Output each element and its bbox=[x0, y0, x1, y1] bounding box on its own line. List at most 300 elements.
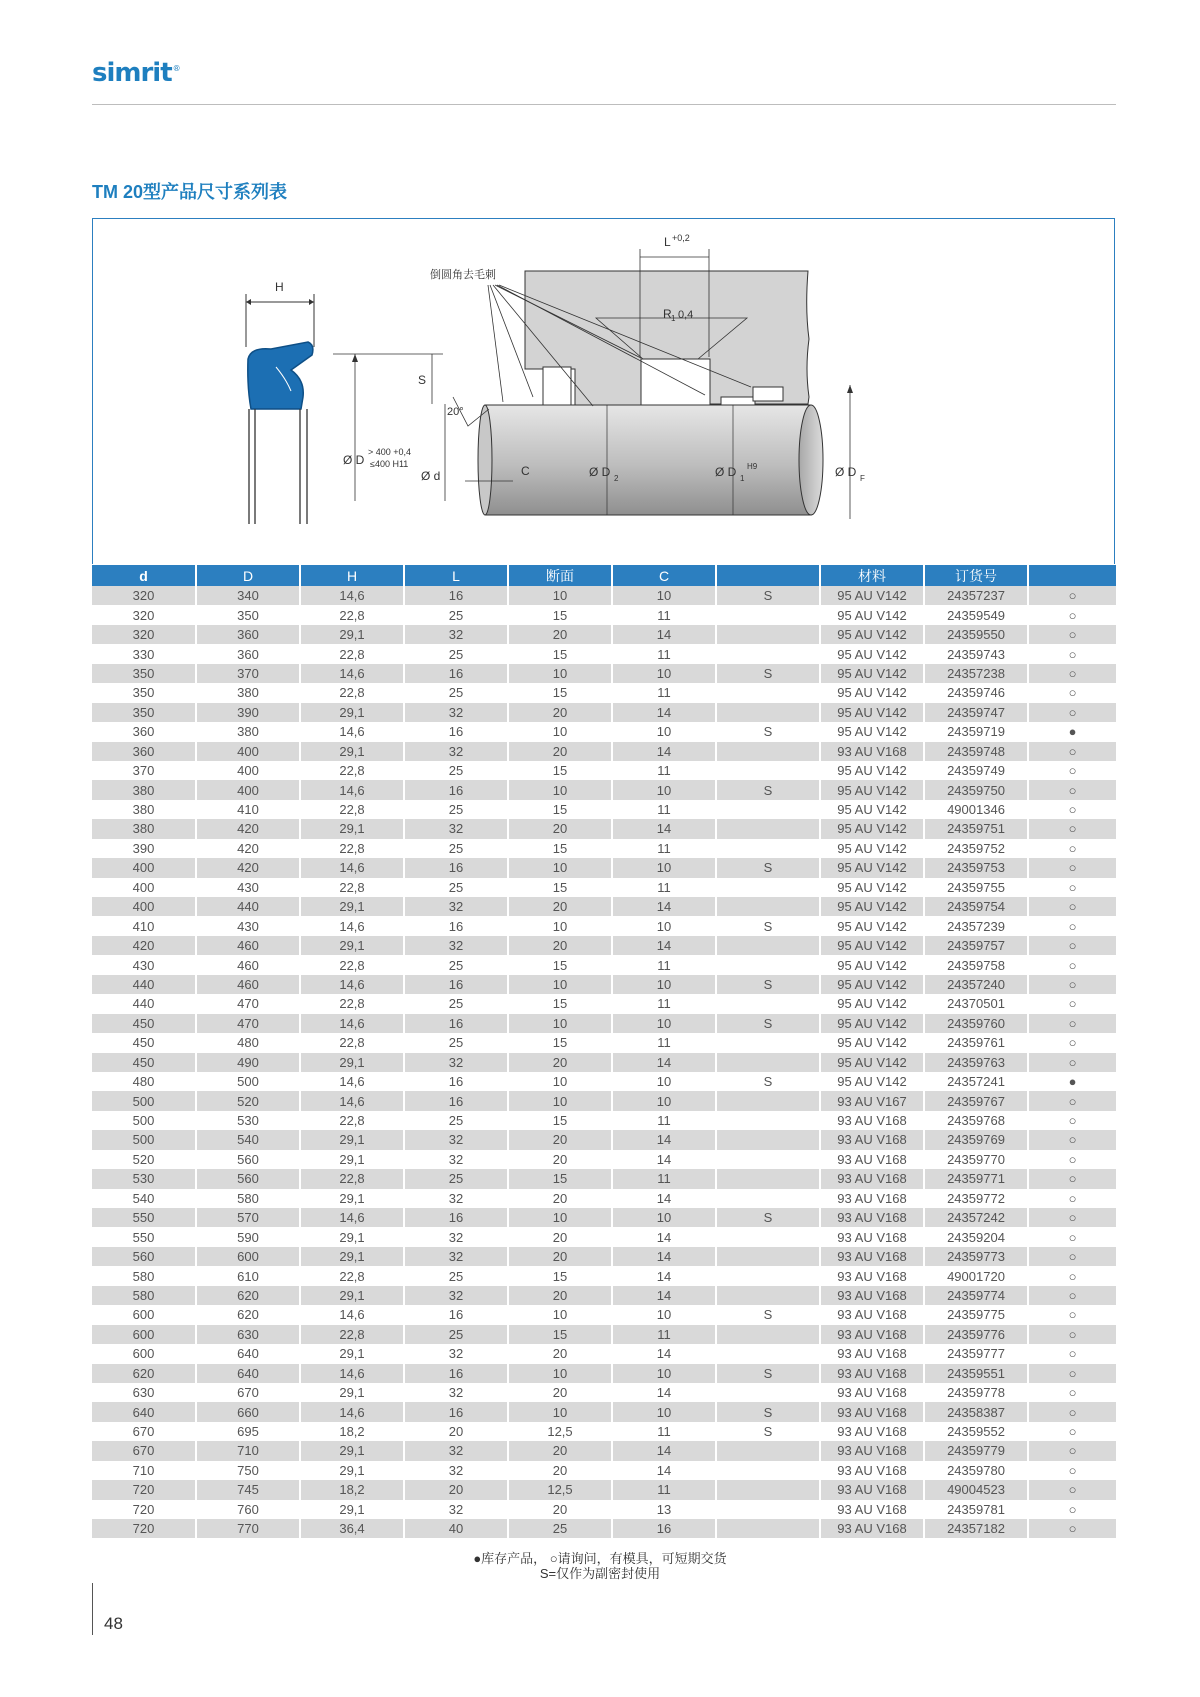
table-cell: 93 AU V168 bbox=[820, 1441, 924, 1460]
stock-status-mark: ○ bbox=[1028, 1500, 1116, 1519]
table-cell: 14 bbox=[612, 1441, 716, 1460]
table-cell: 24359204 bbox=[924, 1227, 1028, 1246]
table-row bbox=[92, 1053, 1116, 1072]
table-cell: 25 bbox=[404, 1111, 508, 1130]
table-cell: 11 bbox=[612, 1325, 716, 1344]
table-cell: 460 bbox=[196, 936, 300, 955]
table-cell: 630 bbox=[196, 1325, 300, 1344]
table-cell: 14,6 bbox=[300, 975, 404, 994]
table-cell: 24359746 bbox=[924, 683, 1028, 702]
table-row bbox=[92, 1461, 1116, 1480]
table-cell: 24359743 bbox=[924, 644, 1028, 663]
table-cell: 600 bbox=[92, 1325, 196, 1344]
table-cell: 400 bbox=[92, 878, 196, 897]
table-cell: 14 bbox=[612, 1247, 716, 1266]
table-cell: 460 bbox=[196, 955, 300, 974]
table-cell: 95 AU V142 bbox=[820, 975, 924, 994]
table-cell: 620 bbox=[196, 1286, 300, 1305]
label-d1-sub: 1 bbox=[740, 474, 745, 483]
table-cell: 24359754 bbox=[924, 897, 1028, 916]
table-cell: 24359748 bbox=[924, 742, 1028, 761]
table-cell bbox=[716, 1286, 820, 1305]
table-cell: 24359755 bbox=[924, 878, 1028, 897]
table-cell bbox=[716, 1247, 820, 1266]
table-cell: 22,8 bbox=[300, 605, 404, 624]
stock-status-mark: ○ bbox=[1028, 1402, 1116, 1421]
table-cell: 20 bbox=[508, 819, 612, 838]
table-cell: 22,8 bbox=[300, 1111, 404, 1130]
table-row bbox=[92, 625, 1116, 644]
table-cell: S bbox=[716, 1422, 820, 1441]
table-cell: 10 bbox=[612, 586, 716, 605]
table-cell bbox=[716, 761, 820, 780]
table-cell: 93 AU V168 bbox=[820, 1227, 924, 1246]
table-cell: 14,6 bbox=[300, 780, 404, 799]
brand-registered-mark: ® bbox=[172, 64, 180, 74]
table-cell: 610 bbox=[196, 1266, 300, 1285]
table-cell: 32 bbox=[404, 742, 508, 761]
table-cell: 15 bbox=[508, 1111, 612, 1130]
table-cell: 500 bbox=[92, 1111, 196, 1130]
table-cell: 24359776 bbox=[924, 1325, 1028, 1344]
table-cell: 10 bbox=[508, 1402, 612, 1421]
table-cell: 540 bbox=[196, 1130, 300, 1149]
table-cell: 93 AU V168 bbox=[820, 1169, 924, 1188]
table-cell: 720 bbox=[92, 1480, 196, 1499]
stock-status-mark: ○ bbox=[1028, 1053, 1116, 1072]
table-cell: 29,1 bbox=[300, 897, 404, 916]
label-deburr: 倒圆角去毛刺 bbox=[430, 269, 496, 281]
table-cell: 10 bbox=[612, 780, 716, 799]
table-cell: 93 AU V168 bbox=[820, 1208, 924, 1227]
table-cell: 14 bbox=[612, 1286, 716, 1305]
table-cell: 24359768 bbox=[924, 1111, 1028, 1130]
stock-status-mark: ○ bbox=[1028, 1150, 1116, 1169]
stock-status-mark: ○ bbox=[1028, 1364, 1116, 1383]
table-cell: S bbox=[716, 858, 820, 877]
table-row bbox=[92, 1344, 1116, 1363]
table-cell: 24359774 bbox=[924, 1286, 1028, 1305]
table-cell: 450 bbox=[92, 1033, 196, 1052]
table-cell: 29,1 bbox=[300, 1130, 404, 1149]
table-cell: 390 bbox=[92, 839, 196, 858]
stock-status-mark: ○ bbox=[1028, 742, 1116, 761]
table-cell: 530 bbox=[196, 1111, 300, 1130]
table-cell: 14 bbox=[612, 819, 716, 838]
label-l: L bbox=[664, 235, 671, 249]
stock-status-mark: ○ bbox=[1028, 586, 1116, 605]
table-cell: 93 AU V168 bbox=[820, 1130, 924, 1149]
table-cell: 380 bbox=[196, 722, 300, 741]
table-cell: 11 bbox=[612, 994, 716, 1013]
table-cell: 640 bbox=[196, 1344, 300, 1363]
table-row bbox=[92, 644, 1116, 663]
table-cell: 24359770 bbox=[924, 1150, 1028, 1169]
table-cell: 95 AU V142 bbox=[820, 761, 924, 780]
table-cell bbox=[716, 1519, 820, 1538]
table-cell: 24359781 bbox=[924, 1500, 1028, 1519]
stock-status-mark: ○ bbox=[1028, 858, 1116, 877]
table-cell: 600 bbox=[196, 1247, 300, 1266]
table-cell: 11 bbox=[612, 1169, 716, 1188]
table-cell: 93 AU V168 bbox=[820, 1111, 924, 1130]
stock-status-mark: ○ bbox=[1028, 975, 1116, 994]
table-cell: 24359772 bbox=[924, 1189, 1028, 1208]
table-row bbox=[92, 703, 1116, 722]
label-h: H bbox=[275, 280, 284, 294]
table-cell: 400 bbox=[196, 780, 300, 799]
table-cell: 420 bbox=[196, 858, 300, 877]
table-cell: 14 bbox=[612, 897, 716, 916]
table-cell: 16 bbox=[404, 1091, 508, 1110]
table-cell: 95 AU V142 bbox=[820, 644, 924, 663]
table-cell: 22,8 bbox=[300, 800, 404, 819]
table-cell: 500 bbox=[196, 1072, 300, 1091]
table-cell: 12,5 bbox=[508, 1480, 612, 1499]
stock-status-mark: ○ bbox=[1028, 605, 1116, 624]
col-header-material: 材料 bbox=[820, 565, 924, 586]
table-cell bbox=[716, 1033, 820, 1052]
table-cell: 480 bbox=[92, 1072, 196, 1091]
stock-status-mark: ● bbox=[1028, 1072, 1116, 1091]
table-cell: 370 bbox=[196, 664, 300, 683]
dimension-table bbox=[92, 565, 1116, 1538]
table-cell: 18,2 bbox=[300, 1422, 404, 1441]
table-cell bbox=[716, 936, 820, 955]
table-row bbox=[92, 1014, 1116, 1033]
table-cell: 500 bbox=[92, 1130, 196, 1149]
table-cell: 29,1 bbox=[300, 819, 404, 838]
table-cell: 32 bbox=[404, 1053, 508, 1072]
table-cell: 470 bbox=[196, 994, 300, 1013]
table-cell: 25 bbox=[404, 644, 508, 663]
table-cell: 620 bbox=[92, 1364, 196, 1383]
table-cell: 10 bbox=[612, 1091, 716, 1110]
table-cell: 20 bbox=[508, 1247, 612, 1266]
table-cell: 29,1 bbox=[300, 1286, 404, 1305]
table-cell: 14,6 bbox=[300, 1402, 404, 1421]
table-cell: 29,1 bbox=[300, 1053, 404, 1072]
stock-status-mark: ○ bbox=[1028, 1130, 1116, 1149]
stock-status-mark: ○ bbox=[1028, 1325, 1116, 1344]
table-cell: 95 AU V142 bbox=[820, 625, 924, 644]
table-cell: 15 bbox=[508, 800, 612, 819]
table-cell: 20 bbox=[508, 703, 612, 722]
col-header-order-no: 订货号 bbox=[924, 565, 1028, 586]
table-cell: 25 bbox=[404, 955, 508, 974]
table-cell: 430 bbox=[92, 955, 196, 974]
table-cell: 14 bbox=[612, 1150, 716, 1169]
table-cell: 20 bbox=[508, 1227, 612, 1246]
table-cell: 32 bbox=[404, 1383, 508, 1402]
table-cell: 14,6 bbox=[300, 722, 404, 741]
table-cell: 400 bbox=[92, 897, 196, 916]
table-cell: 710 bbox=[196, 1441, 300, 1460]
label-d-tol-1: > 400 +0,4 bbox=[368, 447, 412, 457]
table-cell: 24359719 bbox=[924, 722, 1028, 741]
table-cell: 430 bbox=[196, 878, 300, 897]
table-row bbox=[92, 916, 1116, 935]
col-header-h: H bbox=[300, 565, 404, 586]
table-cell: 32 bbox=[404, 1286, 508, 1305]
table-cell: 93 AU V168 bbox=[820, 1383, 924, 1402]
table-row bbox=[92, 1227, 1116, 1246]
table-cell: 32 bbox=[404, 897, 508, 916]
table-cell: 460 bbox=[196, 975, 300, 994]
stock-status-mark: ○ bbox=[1028, 1422, 1116, 1441]
table-cell: 93 AU V168 bbox=[820, 1286, 924, 1305]
table-cell: 480 bbox=[196, 1033, 300, 1052]
table-row bbox=[92, 1111, 1116, 1130]
stock-status-mark: ○ bbox=[1028, 1441, 1116, 1460]
label-d-tol-2: ≤400 H11 bbox=[370, 459, 409, 469]
table-cell: 380 bbox=[92, 819, 196, 838]
table-cell: 14 bbox=[612, 1383, 716, 1402]
label-d2-sub: 2 bbox=[614, 474, 619, 483]
table-cell: 24370501 bbox=[924, 994, 1028, 1013]
table-cell: 25 bbox=[404, 994, 508, 1013]
table-row bbox=[92, 761, 1116, 780]
table-row bbox=[92, 1519, 1116, 1538]
table-cell: 360 bbox=[196, 644, 300, 663]
table-cell: 420 bbox=[92, 936, 196, 955]
table-cell: 14,6 bbox=[300, 858, 404, 877]
table-cell bbox=[716, 742, 820, 761]
table-cell: 720 bbox=[92, 1519, 196, 1538]
table-row bbox=[92, 897, 1116, 916]
table-cell: 24359778 bbox=[924, 1383, 1028, 1402]
table-cell: S bbox=[716, 1364, 820, 1383]
table-cell: 22,8 bbox=[300, 994, 404, 1013]
table-cell: 20 bbox=[508, 742, 612, 761]
table-cell: 540 bbox=[92, 1189, 196, 1208]
table-cell: 24359771 bbox=[924, 1169, 1028, 1188]
table-cell: 11 bbox=[612, 1480, 716, 1499]
table-cell: 10 bbox=[508, 916, 612, 935]
stock-status-mark: ○ bbox=[1028, 1091, 1116, 1110]
table-cell: 15 bbox=[508, 839, 612, 858]
col-header-stock bbox=[1028, 565, 1116, 586]
table-cell: 15 bbox=[508, 761, 612, 780]
table-cell: 24357239 bbox=[924, 916, 1028, 935]
table-cell: 10 bbox=[508, 1072, 612, 1091]
table-cell bbox=[716, 605, 820, 624]
table-cell: 20 bbox=[404, 1422, 508, 1441]
table-cell: 11 bbox=[612, 1111, 716, 1130]
table-cell: 10 bbox=[612, 1364, 716, 1383]
table-cell: 760 bbox=[196, 1500, 300, 1519]
table-cell: 11 bbox=[612, 839, 716, 858]
table-row bbox=[92, 878, 1116, 897]
table-cell: 440 bbox=[92, 975, 196, 994]
table-cell: 11 bbox=[612, 761, 716, 780]
table-cell: 93 AU V168 bbox=[820, 1422, 924, 1441]
table-cell: S bbox=[716, 1208, 820, 1227]
table-cell: 600 bbox=[92, 1305, 196, 1324]
table-cell: 95 AU V142 bbox=[820, 605, 924, 624]
stock-status-mark: ○ bbox=[1028, 644, 1116, 663]
table-cell: 550 bbox=[92, 1208, 196, 1227]
table-cell: 93 AU V168 bbox=[820, 1364, 924, 1383]
table-cell: 24357182 bbox=[924, 1519, 1028, 1538]
table-cell: 32 bbox=[404, 1189, 508, 1208]
table-cell: 320 bbox=[92, 625, 196, 644]
label-d1: Ø D bbox=[715, 465, 737, 479]
table-cell: 430 bbox=[196, 916, 300, 935]
table-cell: 24359777 bbox=[924, 1344, 1028, 1363]
table-row bbox=[92, 1500, 1116, 1519]
stock-status-mark: ○ bbox=[1028, 936, 1116, 955]
table-cell: 24359750 bbox=[924, 780, 1028, 799]
table-cell: 16 bbox=[404, 1364, 508, 1383]
table-cell bbox=[716, 1325, 820, 1344]
table-cell: 22,8 bbox=[300, 761, 404, 780]
table-cell: 29,1 bbox=[300, 1227, 404, 1246]
table-cell: 93 AU V168 bbox=[820, 1189, 924, 1208]
table-cell bbox=[716, 644, 820, 663]
table-cell: 24359749 bbox=[924, 761, 1028, 780]
table-cell bbox=[716, 1461, 820, 1480]
legend-stock: ●库存产品， ○请询问，有模具，可短期交货 bbox=[473, 1551, 727, 1566]
table-cell: 12,5 bbox=[508, 1422, 612, 1441]
stock-status-mark: ○ bbox=[1028, 1169, 1116, 1188]
table-cell: 14,6 bbox=[300, 1091, 404, 1110]
table-cell: 16 bbox=[404, 1014, 508, 1033]
table-row bbox=[92, 955, 1116, 974]
stock-status-mark: ○ bbox=[1028, 1247, 1116, 1266]
table-cell: 29,1 bbox=[300, 1441, 404, 1460]
table-cell: 10 bbox=[612, 975, 716, 994]
table-cell: 580 bbox=[92, 1266, 196, 1285]
table-cell: 95 AU V142 bbox=[820, 858, 924, 877]
table-cell: 25 bbox=[404, 1325, 508, 1344]
table-row bbox=[92, 975, 1116, 994]
table-cell: 570 bbox=[196, 1208, 300, 1227]
header-divider bbox=[92, 104, 1116, 105]
table-cell: 25 bbox=[404, 761, 508, 780]
table-cell bbox=[716, 625, 820, 644]
table-cell: 95 AU V142 bbox=[820, 1072, 924, 1091]
table-cell: 20 bbox=[508, 1500, 612, 1519]
table-cell: 420 bbox=[196, 819, 300, 838]
table-cell: 350 bbox=[92, 683, 196, 702]
stock-status-mark: ○ bbox=[1028, 1286, 1116, 1305]
table-cell: 32 bbox=[404, 1247, 508, 1266]
table-cell: 10 bbox=[508, 1305, 612, 1324]
table-row bbox=[92, 664, 1116, 683]
table-cell: 95 AU V142 bbox=[820, 878, 924, 897]
table-cell: 400 bbox=[196, 742, 300, 761]
table-cell: 24359773 bbox=[924, 1247, 1028, 1266]
stock-status-mark: ○ bbox=[1028, 664, 1116, 683]
table-cell: 20 bbox=[508, 1461, 612, 1480]
table-cell: 580 bbox=[92, 1286, 196, 1305]
table-cell: S bbox=[716, 916, 820, 935]
table-cell bbox=[716, 819, 820, 838]
table-cell: 29,1 bbox=[300, 1247, 404, 1266]
table-row bbox=[92, 800, 1116, 819]
table-cell: 24359769 bbox=[924, 1130, 1028, 1149]
label-df-sub: F bbox=[860, 474, 865, 483]
table-cell: 20 bbox=[404, 1480, 508, 1499]
table-cell: 340 bbox=[196, 586, 300, 605]
table-cell bbox=[716, 1441, 820, 1460]
col-header-section: 断面 bbox=[508, 565, 612, 586]
table-cell: 24359747 bbox=[924, 703, 1028, 722]
table-cell: 22,8 bbox=[300, 683, 404, 702]
table-cell: 450 bbox=[92, 1053, 196, 1072]
table-cell: 24359775 bbox=[924, 1305, 1028, 1324]
table-cell: 660 bbox=[196, 1402, 300, 1421]
table-cell: 29,1 bbox=[300, 1500, 404, 1519]
table-cell: 22,8 bbox=[300, 1033, 404, 1052]
table-cell: 11 bbox=[612, 878, 716, 897]
table-cell: 93 AU V168 bbox=[820, 1480, 924, 1499]
table-cell: 95 AU V142 bbox=[820, 839, 924, 858]
table-cell: 670 bbox=[196, 1383, 300, 1402]
stock-status-mark: ○ bbox=[1028, 1344, 1116, 1363]
table-cell: 490 bbox=[196, 1053, 300, 1072]
table-cell: 95 AU V142 bbox=[820, 722, 924, 741]
table-cell: 10 bbox=[612, 722, 716, 741]
col-header-l: L bbox=[404, 565, 508, 586]
table-cell: 550 bbox=[92, 1227, 196, 1246]
table-cell: 330 bbox=[92, 644, 196, 663]
table-cell: 29,1 bbox=[300, 742, 404, 761]
table-cell: S bbox=[716, 1402, 820, 1421]
table-cell: 20 bbox=[508, 1344, 612, 1363]
table-cell: 11 bbox=[612, 683, 716, 702]
table-cell: 320 bbox=[92, 586, 196, 605]
table-cell: 25 bbox=[404, 683, 508, 702]
table-cell: 360 bbox=[196, 625, 300, 644]
table-cell bbox=[716, 683, 820, 702]
table-cell: 93 AU V168 bbox=[820, 1247, 924, 1266]
table-cell: 410 bbox=[92, 916, 196, 935]
table-cell: 710 bbox=[92, 1461, 196, 1480]
legend-secondary-seal: S=仅作为副密封使用 bbox=[539, 1566, 661, 1581]
table-cell: 15 bbox=[508, 1325, 612, 1344]
table-cell: 11 bbox=[612, 955, 716, 974]
table-cell: 14,6 bbox=[300, 1014, 404, 1033]
table-cell: 640 bbox=[196, 1364, 300, 1383]
label-d-inner: Ø d bbox=[421, 469, 441, 483]
table-cell: 14,6 bbox=[300, 1208, 404, 1227]
table-cell: 10 bbox=[508, 664, 612, 683]
seal-profile-small bbox=[246, 280, 314, 524]
stock-status-mark: ○ bbox=[1028, 1519, 1116, 1538]
table-cell: 670 bbox=[92, 1422, 196, 1441]
table-cell: 20 bbox=[508, 1150, 612, 1169]
table-cell: 14,6 bbox=[300, 664, 404, 683]
table-row bbox=[92, 1441, 1116, 1460]
table-cell: 15 bbox=[508, 1033, 612, 1052]
table-cell: 93 AU V168 bbox=[820, 1150, 924, 1169]
table-cell: 24359767 bbox=[924, 1091, 1028, 1110]
table-cell: 380 bbox=[92, 780, 196, 799]
table-cell: 95 AU V142 bbox=[820, 800, 924, 819]
table-cell: 14 bbox=[612, 625, 716, 644]
table-cell: S bbox=[716, 780, 820, 799]
table-cell: 49001720 bbox=[924, 1266, 1028, 1285]
table-cell: 520 bbox=[196, 1091, 300, 1110]
page-title: TM 20型产品尺寸系列表 bbox=[92, 182, 288, 202]
table-cell: 580 bbox=[196, 1189, 300, 1208]
table-cell: 16 bbox=[404, 722, 508, 741]
table-cell bbox=[716, 1344, 820, 1363]
table-cell: 25 bbox=[404, 800, 508, 819]
table-cell: 24359751 bbox=[924, 819, 1028, 838]
